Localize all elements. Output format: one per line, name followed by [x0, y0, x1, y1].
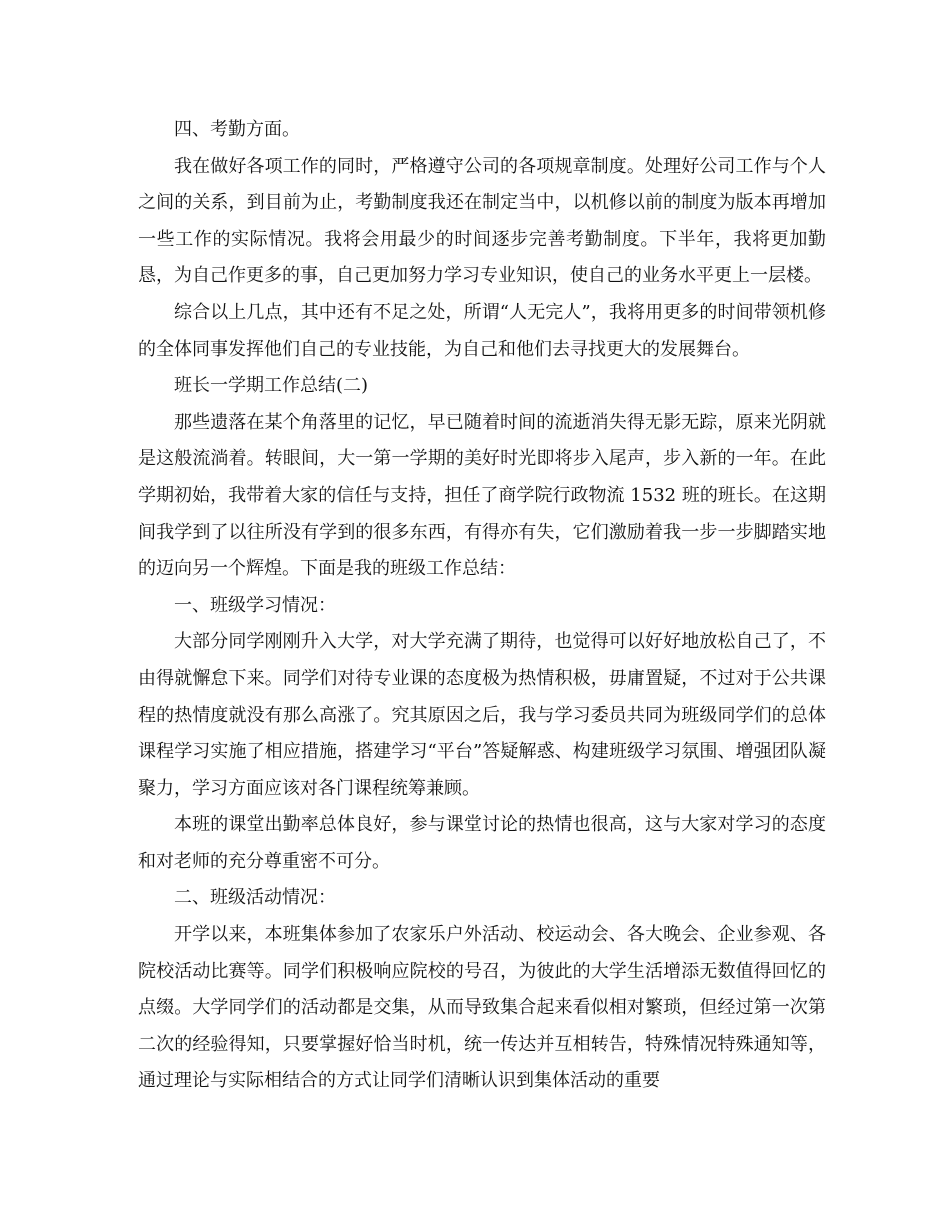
- paragraph: 大部分同学刚刚升入大学，对大学充满了期待，也觉得可以好好地放松自己了，不由得就懈怠下来。同学们对待专业课的态度极为热情积极，毋庸置疑，不过对于公共课程的热情度就没有那么高涨了。究其原因之后，我与学习委员共同为班级同学们的总体课程学习实施了相应措施，搭建学习“平台”答疑解惑、构建班级学习氛围、增强团队凝聚力，学习方面应该对各门课程统筹兼顾。: [138, 631, 826, 799]
- document-body: [138, 112, 826, 1100]
- section-heading-summary-two: 班长一学期工作总结(二): [174, 375, 369, 397]
- paragraph: 我在做好各项工作的同时，严格遵守公司的各项规章制度。处理好公司工作与个人之间的关系，到目前为止，考勤制度我还在制定当中，以机修以前的制度为版本再增加一些工作的实际情况。我将会用最少的时间逐步完善考勤制度。下半年，我将更加勤恳，为自己作更多的事，自己更加努力学习专业知识，使自己的业务水平更上一层楼。: [138, 155, 826, 287]
- paragraph: 开学以来，本班集体参加了农家乐户外活动、校运动会、各大晚会、企业参观、各院校活动比赛等。同学们积极响应院校的号召，为彼此的大学生活增添无数值得回忆的点缀。大学同学们的活动都是交集，从而导致集合起来看似相对繁琐，但经过第一次第二次的经验得知，只要掌握好恰当时机，统一传达并互相转告，特殊情况特殊通知等，通过理论与实际相结合的方式让同学们清晰认识到集体活动的重要: [138, 924, 826, 1092]
- section-heading-class-study: 一、班级学习情况：: [174, 594, 336, 616]
- paragraph: 那些遗落在某个角落里的记忆，早已随着时间的流逝消失得无影无踪，原来光阴就是这般流淌着。转眼间，大一第一学期的美好时光即将步入尾声，步入新的一年。在此学期初始，我带着大家的信任与支持，担任了商学院行政物流 1532 班的班长。在这期间我学到了以往所没有学到的很多东西，有得亦有失，它们激励着我一步一步脚踏实地的迈向另一个辉煌。下面是我的班级工作总结：: [138, 411, 826, 580]
- paragraph: 综合以上几点，其中还有不足之处，所谓“人无完人”，我将用更多的时间带领机修的全体同事发挥他们自己的专业技能，为自己和他们去寻找更大的发展舞台。: [138, 301, 826, 360]
- section-heading-attendance: 四、考勤方面。: [174, 119, 300, 140]
- section-heading-class-activities: 二、班级活动情况：: [174, 887, 336, 909]
- paragraph: 本班的课堂出勤率总体良好，参与课堂讨论的热情也很高，这与大家对学习的态度和对老师的充分尊重密不可分。: [138, 814, 826, 872]
